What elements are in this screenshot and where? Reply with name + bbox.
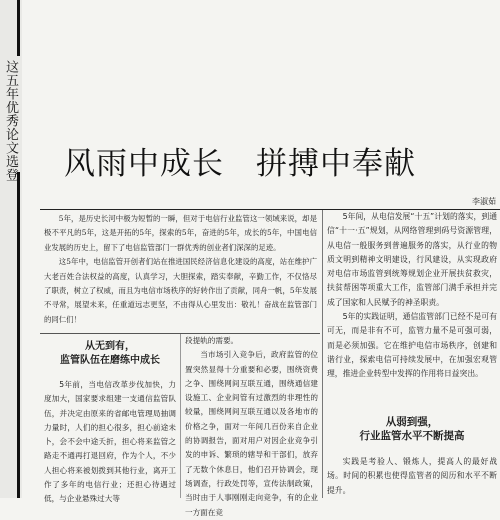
section-body-middle [185, 334, 318, 520]
author-name: 李淑茹 [472, 197, 496, 206]
section-body-right-bottom [327, 455, 497, 498]
body-paragraph: 当市场引入竞争后，政府监管的位置突然显得十分重要和必要，围绕资费之争、围绕网间互联互通，围绕通信建设施工、企业间管有过激烈的非理性的较量，围绕网间互联互通以及各地市的价格之争，面对一年间几百份来自企业的协调报告，面对用户对因企业竞争引发的申诉、繁琐的辖导和干部们，放弃了无数个休息日，他们召开协调会，现场调查，行政处罚等，宣传法制政策，当时由于人事刚刚走向竞争，有的企业一方面在竞 [185, 350, 318, 517]
section-heading-line: 监管队伍在磨练中成长 [60, 355, 160, 366]
body-paragraph: 5年的实践证明，通信监管部门已经不是可有可无，而是非有不可，监管力量不是可强可弱，而是必须加强。它在维护电信市场秩序，创建和谐行业，探索电信可持续发展中，在加强宏观管理，推进企业转型中发挥的作用将日益突出。 [327, 312, 497, 379]
column-divider-right [322, 210, 323, 498]
section-heading-growth [44, 340, 176, 368]
intro-paragraph: 这5年中，电信监管开创者们站在推进国民经济信息化建设的高度，站在维护广大老百姓合法权益的高度，认真学习，大胆探索，踏实奉献，辛勤工作，不仅恪尽了职责，树立了权威，而且为电信市场秩序的好转作出了贡献，同舟一帆，5年发展不寻常，展望未来，任重道远志更坚，不由得从心里发出：敬礼！奋战在监管部门的同仁们！ [44, 257, 317, 324]
section-heading-strength [327, 415, 497, 443]
side-rule-top [17, 0, 20, 56]
body-paragraph: 实践是考验人、锻炼人，提高人的最好战场。时间的积累也使得监管者的阅历和水平不断提升。 [327, 457, 497, 495]
article-title: 风雨中成长 拼搏中奉献 [64, 146, 416, 182]
side-rule-bottom [17, 172, 20, 498]
body-paragraph: 5年间，从电信发展“十五”计划的落实，到通信“十一·五”规划，从网络管理到码号资源管理，从电信一般服务到普遍服务的落实，从行业的物质文明到精神文明建设，行风建设，从实现政府对电信市场监管到统筹规划企业开展扶贫救灾，扶贫帮困等项重大工作，监管部门满手承担并完成了国家和人民赋予的神圣职责。 [327, 212, 497, 307]
section-heading-line: 行业监管水平不断提高 [359, 430, 465, 442]
section-heading-line: 从弱到强， [385, 416, 439, 428]
section-body-right-top [327, 210, 497, 382]
column-label: 这五年优秀论文选登 [3, 60, 18, 182]
column-divider-left [180, 334, 181, 498]
section-body-left [44, 378, 176, 507]
intro-paragraph: 5年，是历史长河中极为短暂的一瞬，但对于电信行业监管这一领域来说，却是极不平凡的5年，这是开拓的5年，探索的5年，奋进的5年，成长的5年，中国电信业发展的历史上，留下了电信监管部门一群优秀的创业者们深深的足迹。 [44, 214, 317, 252]
body-paragraph: 5年前，当电信改革步伐加快，力度加大，国家要求组建一支通信监管队伍，并决定由原来的省邮电管理局抽调力量时，人们的担心很多，担心前途未卜，会不会中途夭折，担心将来监管之路走不通再打退回府，作为个人，不少人担心将来被划拨到其他行业，离开工作了多年的电信行业；还担心待遇过低，与企业悬殊过大等 [44, 380, 176, 504]
body-lead-line: 段提轨的需要。 [185, 336, 239, 345]
intro-text [44, 212, 317, 327]
section-heading-line: 从无到有， [85, 341, 135, 352]
